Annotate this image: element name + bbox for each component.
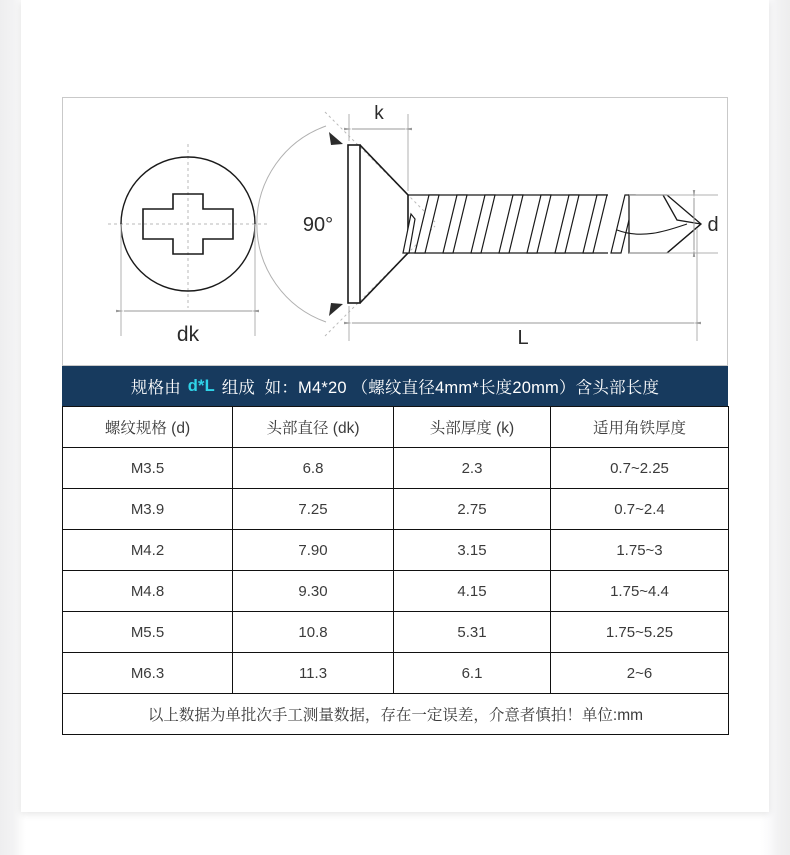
cell-head-diameter: 7.90	[233, 530, 394, 571]
cell-head-diameter: 10.8	[233, 612, 394, 653]
cell-applicable-thickness: 1.75~4.4	[551, 571, 729, 612]
L-label: L	[517, 327, 529, 349]
table-row	[63, 571, 729, 612]
technical-drawing	[62, 97, 728, 366]
cell-head-diameter: 7.25	[233, 489, 394, 530]
cell-thread-spec: M4.8	[63, 571, 233, 612]
thread-profile	[403, 195, 635, 253]
cell-applicable-thickness: 2~6	[551, 653, 729, 694]
banner-text-before: 规格由	[130, 379, 186, 397]
cell-applicable-thickness: 1.75~5.25	[551, 612, 729, 653]
table-note-row	[63, 694, 729, 735]
cell-thread-spec: M5.5	[63, 612, 233, 653]
cell-applicable-thickness: 1.75~3	[551, 530, 729, 571]
spec-banner	[62, 366, 728, 406]
angle-guides	[325, 112, 435, 336]
table-row	[63, 448, 729, 489]
cell-head-thickness: 2.3	[394, 448, 551, 489]
spec-table	[62, 406, 729, 735]
spec-card	[62, 97, 728, 735]
banner-accent-text: d*L	[187, 376, 215, 395]
col-header-applicable-thickness: 适用角铁厚度	[551, 407, 729, 448]
cell-head-diameter: 6.8	[233, 448, 394, 489]
angle-label: 90°	[302, 214, 334, 236]
k-label: k	[374, 103, 384, 124]
table-note: 以上数据为单批次手工测量数据，存在一定误差，介意者慎拍！单位:mm	[63, 694, 729, 735]
table-header-row	[63, 407, 729, 448]
table-row	[63, 530, 729, 571]
dk-label: dk	[176, 323, 200, 346]
cell-thread-spec: M3.9	[63, 489, 233, 530]
cell-head-diameter: 11.3	[233, 653, 394, 694]
cell-thread-spec: M6.3	[63, 653, 233, 694]
d-label: d	[707, 214, 719, 236]
table-row	[63, 489, 729, 530]
col-header-head-thickness: 头部厚度 (k)	[394, 407, 551, 448]
cell-head-thickness: 5.31	[394, 612, 551, 653]
col-header-head-diameter: 头部直径 (dk)	[233, 407, 394, 448]
col-header-thread-spec: 螺纹规格 (d)	[63, 407, 233, 448]
cell-head-diameter: 9.30	[233, 571, 394, 612]
cell-head-thickness: 4.15	[394, 571, 551, 612]
cell-applicable-thickness: 0.7~2.4	[551, 489, 729, 530]
cell-head-thickness: 2.75	[394, 489, 551, 530]
banner-text-after: 组成 如：M4*20 （螺纹直径4mm*长度20mm）含头部长度	[216, 379, 660, 397]
cell-applicable-thickness: 0.7~2.25	[551, 448, 729, 489]
head-top-view	[108, 144, 268, 308]
cell-head-thickness: 6.1	[394, 653, 551, 694]
cell-head-thickness: 3.15	[394, 530, 551, 571]
cell-thread-spec: M4.2	[63, 530, 233, 571]
table-row	[63, 612, 729, 653]
drill-tip	[617, 195, 701, 253]
table-row	[63, 653, 729, 694]
cell-thread-spec: M3.5	[63, 448, 233, 489]
